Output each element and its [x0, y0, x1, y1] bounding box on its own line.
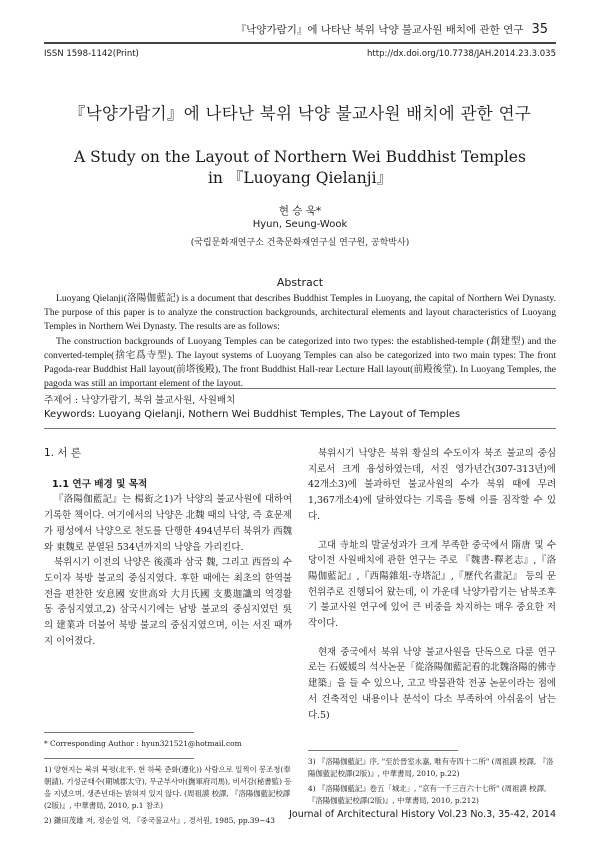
footnote-divider	[308, 750, 458, 751]
issn: ISSN 1598-1142(Print)	[44, 49, 139, 59]
abstract-paragraph: The construction backgrounds of Luoyang Temples can be categorized into two types: the established-temple (創建型) and the converted-temple(捨宅爲寺型). The layout systems of Luoyang Temples can also be categorized into two main types: The front Pagoda-rear Buddhist Hall layout(前塔後殿), The front Buddhist Hall-rear Lecture Hall layout(前殿後堂). In Luoyang Temples, the pagoda was still an important element of the layout.	[44, 335, 556, 390]
paper-title-korean: 『낙양가람기』에 나타난 북위 낙양 불교사원 배치에 관한 연구	[68, 104, 532, 123]
right-footnote-list	[308, 756, 556, 810]
footnote: 1) 양현지는 북위 북평(北平, 현 하북 준화(遵化)) 사람으로 일찍이 봉조청(奉朝請), 기성군태수(期城郡太守), 무군부사마(撫軍府司馬), 비서감(秘書監) 등을 지냈으며, 생존년대는 밝혀져 있지 않다. (周祖謨 校譯, 『洛陽伽藍記校譯(2版)』, 中華書局, 2010, p.1 참조)	[44, 765, 292, 810]
abstract-heading: Abstract	[276, 276, 324, 289]
left-footnote-list	[44, 764, 292, 830]
body-paragraph: 『洛陽伽藍記』는 楊衒之1)가 낙양의 불교사원에 대하여 기록한 책이다. 여기에서의 낙양은 北魏 때의 낙양, 즉 효문제가 평성에서 낙양으로 천도를 단행한 494년부터 북위가 西魏와 東魏로 분열된 534년까지의 낙양을 가리킨다.	[44, 494, 292, 553]
footnote-divider	[44, 758, 194, 759]
keywords-korean: 주제어 : 낙양가람기, 북위 불교사원, 사원배치	[44, 395, 236, 406]
title-english-line1: A Study on the Layout of Northern Wei Buddhist Temples	[74, 148, 526, 166]
corresponding-author: * Corresponding Author : hyun321521@hotmail.com	[44, 739, 242, 748]
abstract-paragraph: Luoyang Qielanji(洛陽伽藍記) is a document that describes Buddhist Temples in Luoyang, the capital of Northern Wei Dynasty. The purpose of this paper is to analyze the construction backgrounds, architectural elements and layout characteristics of Luoyang Temples in Northern Wei Dynasty. The results are as follows:	[44, 293, 556, 333]
subsection-heading: 1.1 연구 배경 및 목적	[52, 478, 148, 490]
page-number: 35	[531, 22, 548, 37]
doi-link[interactable]: http://dx.doi.org/10.7738/JAH.2014.23.3.035	[367, 49, 556, 59]
body-paragraph: 현재 중국에서 북위 낙양 불교사원을 단독으로 다룬 연구로는 石媛媛의 석사논문「從洛陽伽藍記看的北魏洛陽的佛寺建築」을 들 수 있으나, 고고 박물관학 전공 논문이라는 점에서 건축적인 내용이나 분석이 다소 부족하여 아쉬움이 남는다.5)	[308, 646, 556, 721]
journal-footer: Journal of Architectural History Vol.23 No.3, 35-42, 2014	[289, 809, 556, 820]
body-paragraph: 북위시기 이전의 낙양은 後漢과 삼국 魏, 그리고 西晉의 수도이자 북방 불교의 중심지였다. 후한 때에는 최초의 한역불전을 편찬한 安息國 安世高와 大月氏國 支婁迦讖의 역경활동 중심지였고,2) 삼국시기에는 남방 불교의 중심지였던 吳의 建業과 더불어 북방 불교의 중심지였으며, 이는 서진 때까지 이어졌다.	[44, 557, 292, 647]
author-name-english: Hyun, Seung-Wook	[252, 219, 348, 230]
title-english-line2: in 『Luoyang Qielanji』	[207, 169, 393, 187]
keywords-top-divider	[44, 388, 556, 389]
right-column	[308, 446, 556, 723]
body-paragraph: 고대 寺址의 발굴성과가 크게 부족한 중국에서 隋唐 및 수당이전 사원배치에 관한 연구는 주로 『魏書-釋老志』,『洛陽伽藍記』,『西陽雜俎-寺塔記』,『歷代名畫記』 등의 문헌위주로 진행되어 왔는데, 이 가운데 낙양가람기는 남북조후기 불교사원 연구에 있어 큰 비중을 차지하는 매우 중요한 저작이다.	[308, 539, 556, 630]
footnote-divider	[44, 732, 194, 733]
running-header	[236, 22, 548, 37]
header-divider	[44, 42, 556, 44]
running-title: 『낙양가람기』에 나타난 북위 낙양 불교사원 배치에 관한 연구	[235, 24, 524, 36]
section-heading: 1. 서 론	[44, 447, 81, 459]
paper-title-english	[0, 147, 600, 189]
left-footnotes	[44, 738, 292, 753]
footnote: 3) 『洛陽伽藍記』序, "至於晉室永嘉, 唯有寺四十二所" (周祖謨 校譯, 『洛陽伽藍記校譯(2版)』, 中華書局, 2010, p.22)	[308, 757, 554, 778]
footnote: 2) 鎌田茂雄 저, 정순일 역, 『중국불교사』, 경서원, 1985, pp.39~43	[44, 816, 275, 825]
left-column	[44, 446, 292, 649]
author-name-korean: 현 승 욱*	[278, 205, 322, 217]
footnote: 4) 『洛陽伽藍記』卷五「城北」, "京有一千三百六十七所" (周祖謨 校譯, 『洛陽伽藍記校譯(2版)』, 中華書局, 2010, p.212)	[308, 784, 547, 805]
abstract-body	[44, 292, 556, 391]
keywords-bottom-divider	[44, 428, 556, 429]
author-affiliation: (국립문화재연구소 건축문화재연구실 연구원, 공학박사)	[190, 238, 410, 248]
body-paragraph: 북위시기 낙양은 북위 황실의 수도이자 북조 불교의 중심지로서 크게 융성하였는데, 서진 영가년간(307-313년)에 42개소3)에 불과하던 불교사원의 수가 북위 때에 무려 1,367개소4)에 달하였다는 기록을 통해 이를 짐작할 수 있다.	[308, 448, 556, 522]
keywords-english: Keywords: Luoyang Qielanji, Nothern Wei Buddhist Temples, The Layout of Temples	[44, 409, 461, 420]
